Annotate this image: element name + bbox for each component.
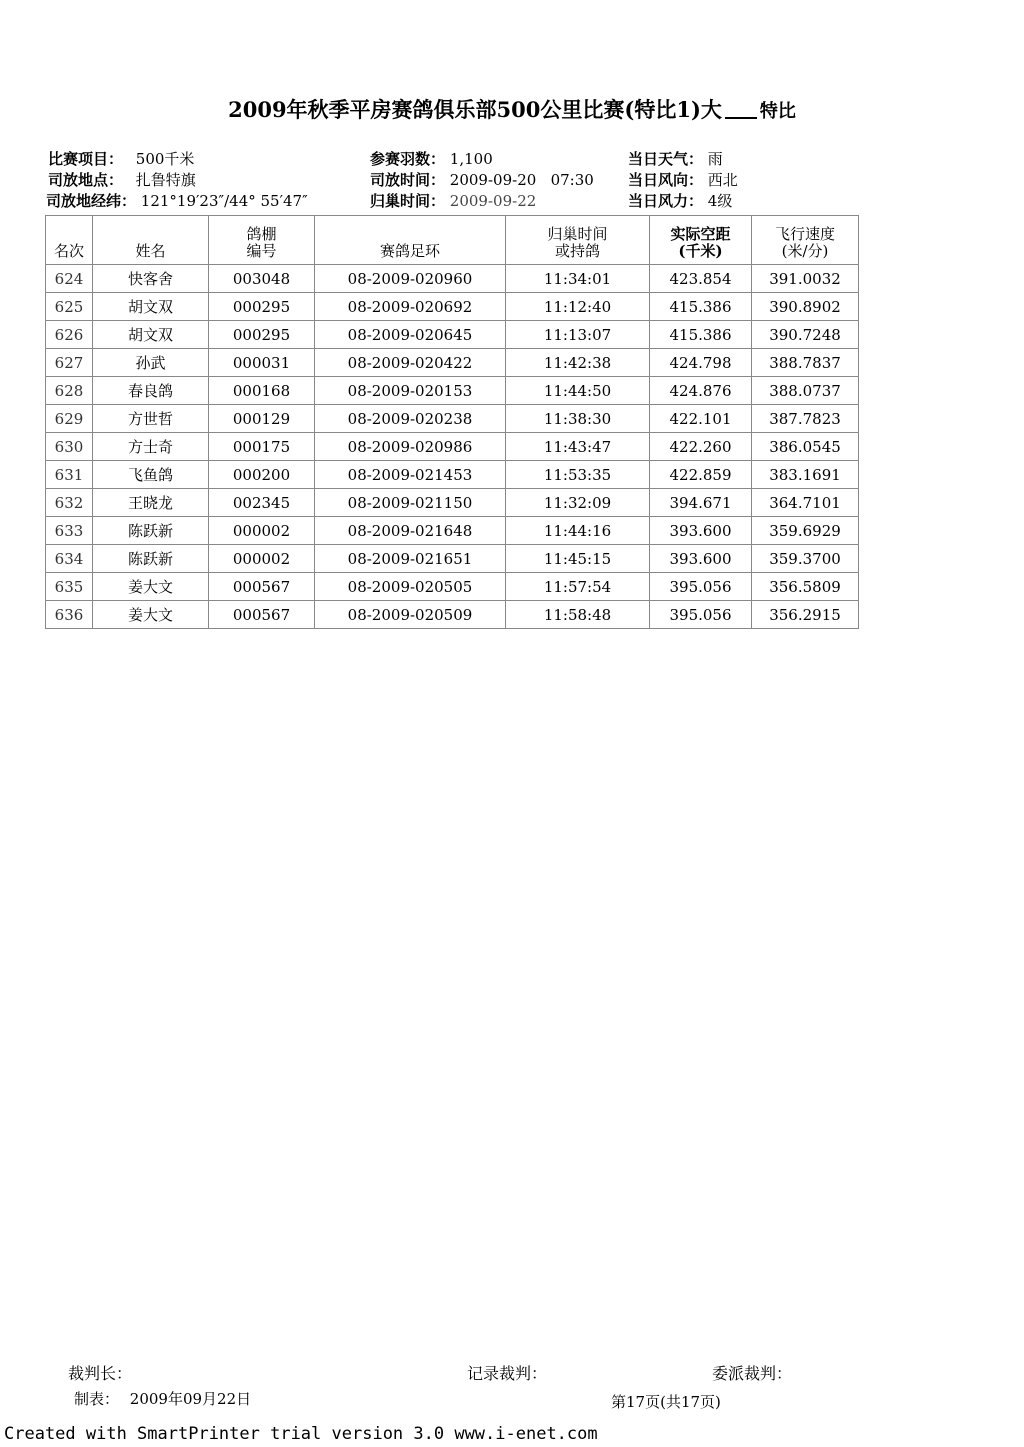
cell-speed: 390.8902 bbox=[752, 293, 859, 321]
made-by-info bbox=[74, 1388, 251, 1409]
table-row bbox=[46, 405, 859, 433]
cell-ring: 08-2009-020505 bbox=[315, 573, 506, 601]
table-row bbox=[46, 433, 859, 461]
cell-distance: 422.101 bbox=[650, 405, 752, 433]
entries-info bbox=[370, 149, 493, 169]
cell-loft: 000175 bbox=[209, 433, 315, 461]
cell-loft: 000002 bbox=[209, 517, 315, 545]
cell-speed: 359.3700 bbox=[752, 545, 859, 573]
return-time-label: 归巢时间： bbox=[370, 192, 446, 210]
cell-name: 姜大文 bbox=[93, 573, 209, 601]
table-row bbox=[46, 265, 859, 293]
header-time-line1: 归巢时间 bbox=[547, 225, 608, 243]
cell-name: 王晓龙 bbox=[93, 489, 209, 517]
return-time-info bbox=[370, 191, 536, 211]
cell-speed: 388.0737 bbox=[752, 377, 859, 405]
cell-loft: 000567 bbox=[209, 601, 315, 629]
race-item-value: 500千米 bbox=[135, 150, 195, 168]
cell-name: 胡文双 bbox=[93, 321, 209, 349]
race-item-label: 比赛项目： bbox=[48, 150, 124, 168]
cell-time: 11:57:54 bbox=[506, 573, 650, 601]
table-row bbox=[46, 489, 859, 517]
cell-loft: 000295 bbox=[209, 293, 315, 321]
cell-name: 姜大文 bbox=[93, 601, 209, 629]
cell-distance: 424.876 bbox=[650, 377, 752, 405]
release-place-value: 扎鲁特旗 bbox=[135, 171, 196, 189]
cell-ring: 08-2009-021648 bbox=[315, 517, 506, 545]
title-blank-line bbox=[725, 99, 757, 119]
header-ring: 赛鸽足环 bbox=[315, 216, 506, 265]
cell-ring: 08-2009-020986 bbox=[315, 433, 506, 461]
table-row bbox=[46, 601, 859, 629]
cell-ring: 08-2009-020238 bbox=[315, 405, 506, 433]
cell-time: 11:34:01 bbox=[506, 265, 650, 293]
cell-loft: 002345 bbox=[209, 489, 315, 517]
cell-name: 快客舍 bbox=[93, 265, 209, 293]
header-loft-line1: 鸽棚 bbox=[246, 225, 277, 243]
header-time bbox=[506, 216, 650, 265]
release-time-value: 2009-09-20 07:30 bbox=[449, 171, 594, 189]
cell-ring: 08-2009-021651 bbox=[315, 545, 506, 573]
chief-judge-label: 裁判长： bbox=[68, 1364, 133, 1383]
cell-ring: 08-2009-020645 bbox=[315, 321, 506, 349]
cell-distance: 393.600 bbox=[650, 517, 752, 545]
header-distance-line1: 实际空距 bbox=[670, 225, 731, 243]
cell-speed: 388.7837 bbox=[752, 349, 859, 377]
title-suffix: 特比 bbox=[759, 101, 796, 122]
cell-speed: 390.7248 bbox=[752, 321, 859, 349]
entries-value: 1,100 bbox=[449, 150, 493, 168]
table-row bbox=[46, 349, 859, 377]
return-time-value: 2009-09-22 bbox=[449, 192, 537, 210]
cell-ring: 08-2009-021453 bbox=[315, 461, 506, 489]
cell-loft: 000002 bbox=[209, 545, 315, 573]
cell-name: 陈跃新 bbox=[93, 545, 209, 573]
header-time-line2: 或持鸽 bbox=[554, 242, 600, 260]
cell-rank: 636 bbox=[46, 601, 93, 629]
cell-time: 11:42:38 bbox=[506, 349, 650, 377]
table-row bbox=[46, 517, 859, 545]
cell-ring: 08-2009-020692 bbox=[315, 293, 506, 321]
cell-rank: 629 bbox=[46, 405, 93, 433]
results-table bbox=[45, 215, 859, 629]
cell-loft: 000295 bbox=[209, 321, 315, 349]
cell-distance: 393.600 bbox=[650, 545, 752, 573]
cell-rank: 627 bbox=[46, 349, 93, 377]
made-date: 2009年09月22日 bbox=[129, 1390, 252, 1408]
header-speed-line1: 飞行速度 bbox=[774, 225, 835, 243]
release-time-label: 司放时间： bbox=[370, 171, 446, 189]
cell-time: 11:44:50 bbox=[506, 377, 650, 405]
cell-time: 11:58:48 bbox=[506, 601, 650, 629]
cell-rank: 628 bbox=[46, 377, 93, 405]
record-judge-label: 记录裁判： bbox=[467, 1364, 548, 1383]
release-place-label: 司放地点： bbox=[48, 171, 124, 189]
header-speed bbox=[752, 216, 859, 265]
cell-name: 春良鸽 bbox=[93, 377, 209, 405]
header-rank: 名次 bbox=[46, 216, 93, 265]
header-name: 姓名 bbox=[93, 216, 209, 265]
table-row bbox=[46, 545, 859, 573]
cell-distance: 424.798 bbox=[650, 349, 752, 377]
header-speed-line2: (米/分) bbox=[781, 242, 829, 260]
table-body bbox=[46, 265, 859, 629]
cell-ring: 08-2009-020153 bbox=[315, 377, 506, 405]
weather-value: 雨 bbox=[707, 150, 723, 168]
wind-direction-info bbox=[628, 170, 738, 190]
cell-speed: 383.1691 bbox=[752, 461, 859, 489]
page-title bbox=[0, 94, 1024, 124]
page-indicator: 第17页(共17页) bbox=[611, 1393, 721, 1411]
race-item-info bbox=[48, 149, 194, 169]
cell-rank: 625 bbox=[46, 293, 93, 321]
cell-speed: 356.2915 bbox=[752, 601, 859, 629]
table-row bbox=[46, 377, 859, 405]
cell-distance: 395.056 bbox=[650, 573, 752, 601]
cell-distance: 415.386 bbox=[650, 293, 752, 321]
cell-name: 陈跃新 bbox=[93, 517, 209, 545]
cell-loft: 000200 bbox=[209, 461, 315, 489]
cell-name: 胡文双 bbox=[93, 293, 209, 321]
cell-ring: 08-2009-021150 bbox=[315, 489, 506, 517]
table-row bbox=[46, 321, 859, 349]
cell-ring: 08-2009-020422 bbox=[315, 349, 506, 377]
wind-force-label: 当日风力： bbox=[628, 192, 704, 210]
cell-speed: 359.6929 bbox=[752, 517, 859, 545]
cell-rank: 626 bbox=[46, 321, 93, 349]
cell-time: 11:12:40 bbox=[506, 293, 650, 321]
cell-distance: 422.859 bbox=[650, 461, 752, 489]
header-distance bbox=[650, 216, 752, 265]
cell-name: 方世哲 bbox=[93, 405, 209, 433]
cell-time: 11:38:30 bbox=[506, 405, 650, 433]
cell-speed: 387.7823 bbox=[752, 405, 859, 433]
weather-label: 当日天气： bbox=[628, 150, 704, 168]
cell-rank: 635 bbox=[46, 573, 93, 601]
cell-name: 孙武 bbox=[93, 349, 209, 377]
coords-info bbox=[46, 191, 308, 211]
cell-name: 飞鱼鸽 bbox=[93, 461, 209, 489]
release-time-info bbox=[370, 170, 594, 190]
table-row bbox=[46, 293, 859, 321]
cell-rank: 630 bbox=[46, 433, 93, 461]
weather-info bbox=[628, 149, 723, 169]
cell-rank: 624 bbox=[46, 265, 93, 293]
cell-time: 11:53:35 bbox=[506, 461, 650, 489]
cell-speed: 386.0545 bbox=[752, 433, 859, 461]
cell-time: 11:13:07 bbox=[506, 321, 650, 349]
cell-distance: 423.854 bbox=[650, 265, 752, 293]
cell-ring: 08-2009-020509 bbox=[315, 601, 506, 629]
header-loft bbox=[209, 216, 315, 265]
cell-distance: 415.386 bbox=[650, 321, 752, 349]
wind-force-info bbox=[628, 191, 732, 211]
cell-time: 11:45:15 bbox=[506, 545, 650, 573]
appointed-judge-label: 委派裁判： bbox=[712, 1364, 793, 1383]
cell-speed: 356.5809 bbox=[752, 573, 859, 601]
wind-direction-value: 西北 bbox=[707, 171, 738, 189]
wind-direction-label: 当日风向： bbox=[628, 171, 704, 189]
cell-name: 方士奇 bbox=[93, 433, 209, 461]
coords-label: 司放地经纬： bbox=[46, 192, 137, 210]
header-distance-line2: (千米) bbox=[678, 242, 723, 260]
cell-speed: 364.7101 bbox=[752, 489, 859, 517]
cell-time: 11:44:16 bbox=[506, 517, 650, 545]
cell-distance: 395.056 bbox=[650, 601, 752, 629]
cell-loft: 000129 bbox=[209, 405, 315, 433]
cell-time: 11:32:09 bbox=[506, 489, 650, 517]
title-main: 2009年秋季平房赛鸽俱乐部500公里比赛(特比1)大 bbox=[228, 97, 722, 122]
coords-value: 121°19′23″/44° 55′47″ bbox=[140, 192, 308, 210]
cell-loft: 000168 bbox=[209, 377, 315, 405]
entries-label: 参赛羽数： bbox=[370, 150, 446, 168]
watermark-text: Created with SmartPrinter trial version 3.0 www.i-enet.com bbox=[4, 1424, 598, 1444]
cell-rank: 631 bbox=[46, 461, 93, 489]
cell-loft: 000567 bbox=[209, 573, 315, 601]
release-place-info bbox=[48, 170, 196, 190]
cell-loft: 003048 bbox=[209, 265, 315, 293]
table-row bbox=[46, 461, 859, 489]
cell-time: 11:43:47 bbox=[506, 433, 650, 461]
table-header-row bbox=[46, 216, 859, 265]
made-label: 制表： bbox=[74, 1390, 120, 1408]
cell-rank: 632 bbox=[46, 489, 93, 517]
table-row bbox=[46, 573, 859, 601]
cell-distance: 422.260 bbox=[650, 433, 752, 461]
wind-force-value: 4级 bbox=[707, 192, 733, 210]
cell-loft: 000031 bbox=[209, 349, 315, 377]
cell-distance: 394.671 bbox=[650, 489, 752, 517]
cell-speed: 391.0032 bbox=[752, 265, 859, 293]
cell-ring: 08-2009-020960 bbox=[315, 265, 506, 293]
header-loft-line2: 编号 bbox=[246, 242, 277, 260]
cell-rank: 634 bbox=[46, 545, 93, 573]
cell-rank: 633 bbox=[46, 517, 93, 545]
